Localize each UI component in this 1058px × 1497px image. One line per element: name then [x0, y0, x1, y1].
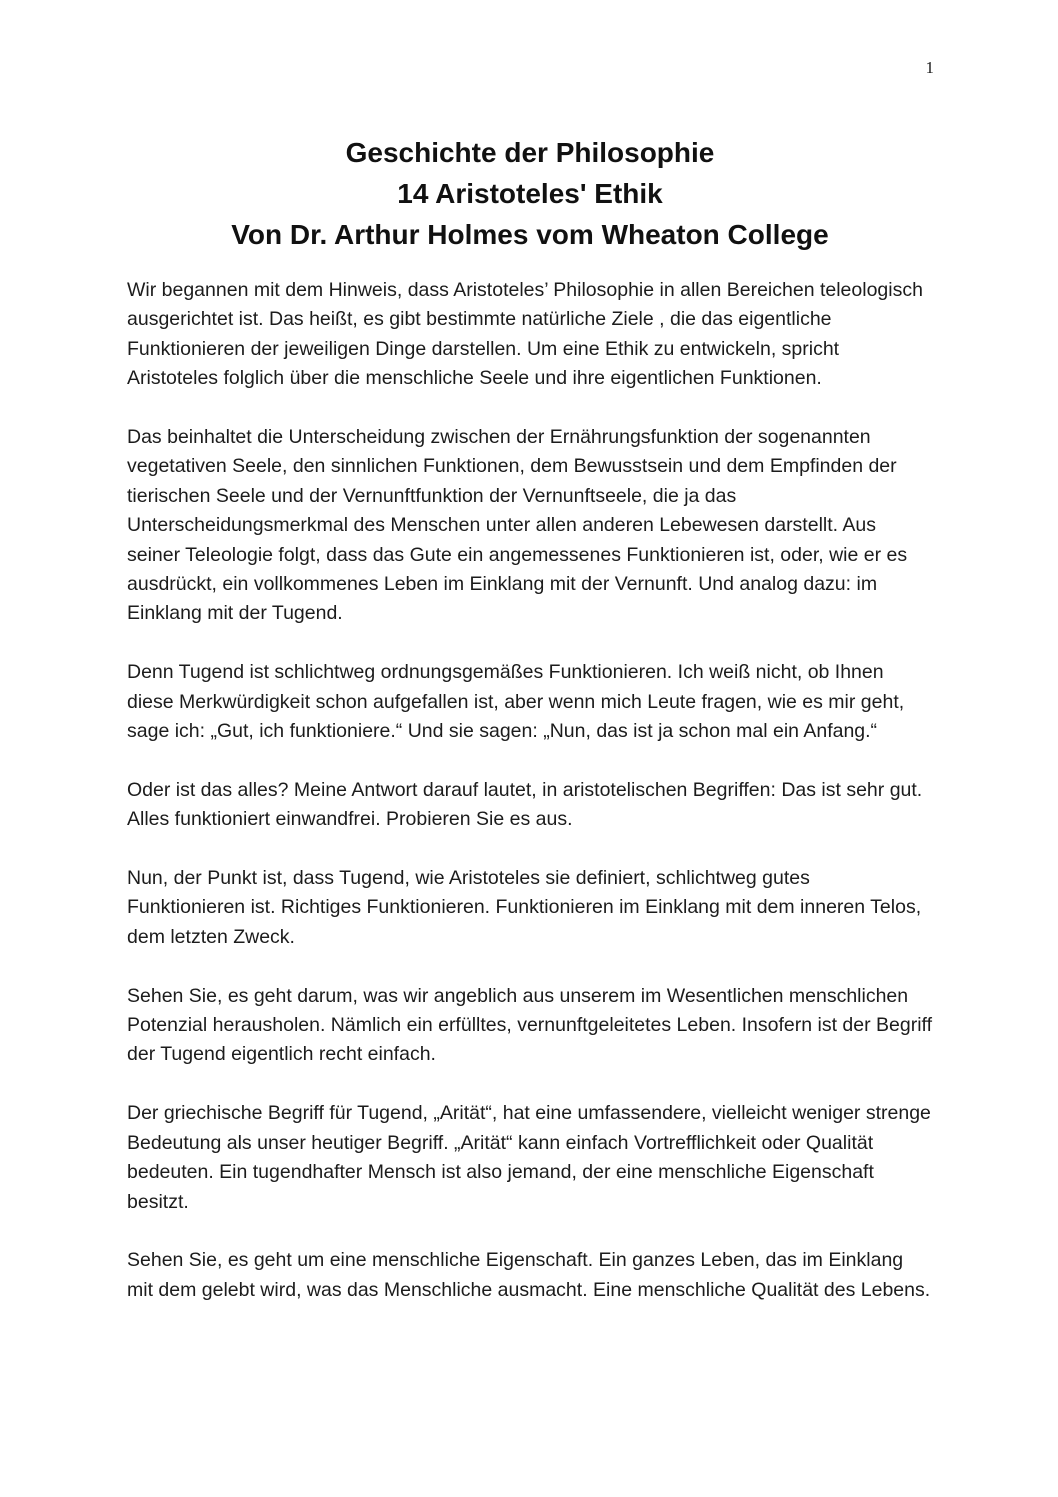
document-body [127, 276, 933, 1305]
paragraph: Wir begannen mit dem Hinweis, dass Aristoteles’ Philosophie in allen Bereichen teleologisch ausgerichtet ist. Das heißt, es gibt bestimmte natürliche Ziele , die das eigentliche Funktionieren der jeweiligen Dinge darstellen. Um eine Ethik zu entwickeln, spricht Aristoteles folglich über die menschliche Seele und ihre eigentlichen Funktionen. [127, 279, 923, 390]
paragraph: Nun, der Punkt ist, dass Tugend, wie Aristoteles sie definiert, schlichtweg gutes Funktionieren ist. Richtiges Funktionieren. Funktionieren im Einklang mit dem inneren Telos, dem letzten Zweck. [127, 867, 922, 948]
title-line-3: Von Dr. Arthur Holmes vom Wheaton College [231, 219, 829, 250]
title-line-2: 14 Aristoteles' Ethik [397, 178, 663, 209]
paragraph: Das beinhaltet die Unterscheidung zwischen der Ernährungsfunktion der sogenannten vegetativen Seele, den sinnlichen Funktionen, dem Bewusstsein und dem Empfinden der tierischen Seele und der Vernunftfunktion der Vernunftseele, die ja das Unterscheidungsmerkmal des Menschen unter allen anderen Lebewesen darstellt. Aus seiner Teleologie folgt, dass das Gute ein angemessenes Funktionieren ist, oder, wie er es ausdrückt, ein vollkommenes Leben im Einklang mit der Vernunft. Und analog dazu: im Einklang mit der Tugend. [127, 426, 908, 625]
paragraph: Der griechische Begriff für Tugend, „Arität“, hat eine umfassendere, vielleicht weniger strenge Bedeutung als unser heutiger Begriff. „Arität“ kann einfach Vortrefflichkeit oder Qualität bedeuten. Ein tugendhafter Mensch ist also jemand, der eine menschliche Eigenschaft besitzt. [127, 1102, 931, 1213]
paragraph: Sehen Sie, es geht um eine menschliche Eigenschaft. Ein ganzes Leben, das im Einklang mit dem gelebt wird, was das Menschliche ausmacht. Eine menschliche Qualität des Lebens. [127, 1249, 931, 1301]
document-content [127, 0, 933, 1335]
paragraph: Denn Tugend ist schlichtweg ordnungsgemäßes Funktionieren. Ich weiß nicht, ob Ihnen diese Merkwürdigkeit schon aufgefallen ist, aber wenn mich Leute fragen, wie es mir geht, sage ich: „Gut, ich funktioniere.“ Und sie sagen: „Nun, das ist ja schon mal ein Anfang.“ [127, 661, 905, 743]
document-title [127, 132, 933, 255]
paragraph: Oder ist das alles? Meine Antwort darauf lautet, in aristotelischen Begriffen: Das ist sehr gut. Alles funktioniert einwandfrei. Probieren Sie es aus. [127, 778, 923, 831]
paragraph: Sehen Sie, es geht darum, was wir angeblich aus unserem im Wesentlichen menschlichen Potenzial herausholen. Nämlich ein erfülltes, vernunftgeleitetes Leben. Insofern ist der Begriff der Tugend eigentlich recht einfach. [127, 984, 933, 1066]
page-number: 1 [925, 58, 934, 77]
title-line-1: Geschichte der Philosophie [345, 137, 715, 168]
